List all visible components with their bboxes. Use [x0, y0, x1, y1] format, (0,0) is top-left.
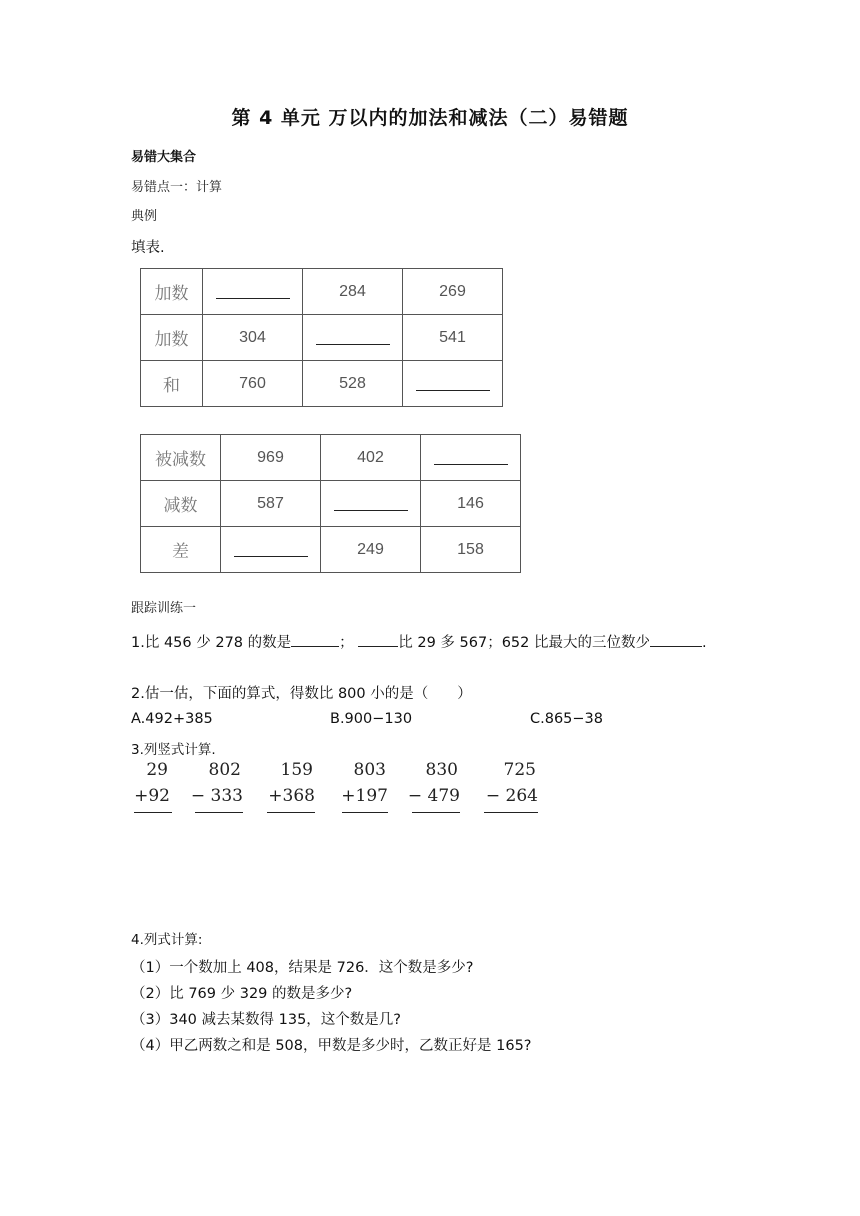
example-label: 典例	[131, 209, 158, 224]
q1-text-b: ；	[339, 635, 354, 651]
error-point-label: 易错点一：计算	[131, 180, 223, 195]
calc-line	[484, 812, 538, 813]
table-cell: 284	[303, 269, 403, 315]
vertical-calc	[183, 760, 243, 813]
table-cell: 402	[321, 435, 421, 481]
answer-blank[interactable]	[650, 632, 702, 647]
option-a[interactable]: A.492+385	[131, 711, 213, 727]
table-row	[141, 269, 503, 315]
row-header: 加数	[141, 269, 203, 315]
row-header: 加数	[141, 315, 203, 361]
table-row	[141, 315, 503, 361]
calc-line	[412, 812, 460, 813]
answer-blank[interactable]	[416, 376, 490, 391]
answer-blank-cell[interactable]	[203, 269, 303, 315]
question-2: 2.估一估，下面的算式，得数比 800 小的是（ ）	[131, 686, 472, 702]
option-b[interactable]: B.900−130	[330, 711, 413, 727]
row-header: 被减数	[141, 435, 221, 481]
q4-item-2: （2）比 769 少 329 的数是多少?	[131, 986, 353, 1002]
calc-top: 803	[353, 760, 386, 780]
table-cell: 541	[403, 315, 503, 361]
calc-top: 159	[280, 760, 313, 780]
addition-table	[140, 268, 503, 407]
q4-item-1: （1）一个数加上 408，结果是 726．这个数是多少?	[131, 960, 474, 976]
calc-bottom: − 479	[407, 786, 460, 806]
calc-line	[134, 812, 172, 813]
calc-top: 830	[425, 760, 458, 780]
q1-text-d: .	[701, 635, 707, 651]
answer-blank[interactable]	[291, 632, 339, 647]
answer-blank-cell[interactable]	[421, 435, 521, 481]
page-title: 第 4 单元 万以内的加法和减法（二）易错题	[231, 107, 629, 129]
table-cell: 146	[421, 481, 521, 527]
table-cell: 269	[403, 269, 503, 315]
calc-top: 29	[146, 760, 168, 780]
vertical-calc	[478, 760, 538, 813]
table-cell: 158	[421, 527, 521, 573]
calc-bottom: +197	[341, 786, 388, 806]
calc-bottom: − 264	[485, 786, 538, 806]
table-row	[141, 481, 521, 527]
q1-text-a: 1.比 456 少 278 的数是	[131, 635, 292, 651]
row-header: 和	[141, 361, 203, 407]
table-cell: 587	[221, 481, 321, 527]
table-row	[141, 527, 521, 573]
calc-bottom: − 333	[190, 786, 243, 806]
vertical-calc	[328, 760, 388, 813]
calc-line	[267, 812, 315, 813]
answer-blank-cell[interactable]	[303, 315, 403, 361]
answer-blank[interactable]	[234, 542, 308, 557]
calc-top: 725	[503, 760, 536, 780]
answer-blank-cell[interactable]	[321, 481, 421, 527]
fill-table-label: 填表.	[131, 240, 165, 256]
table-cell: 528	[303, 361, 403, 407]
answer-blank[interactable]	[216, 284, 290, 299]
answer-blank[interactable]	[334, 496, 408, 511]
row-header: 减数	[141, 481, 221, 527]
section-heading: 易错大集合	[131, 150, 197, 165]
question-1	[131, 631, 707, 652]
answer-blank[interactable]	[358, 632, 398, 647]
table-cell: 760	[203, 361, 303, 407]
row-header: 差	[141, 527, 221, 573]
question-3: 3.列竖式计算.	[131, 742, 216, 758]
vertical-calc	[255, 760, 315, 813]
answer-blank[interactable]	[316, 330, 390, 345]
answer-blank[interactable]	[434, 450, 508, 465]
q1-text-c: 比 29 多 567；652 比最大的三位数少	[398, 635, 650, 651]
calc-bottom: +92	[134, 786, 170, 806]
table-row	[141, 435, 521, 481]
vertical-calc	[400, 760, 460, 813]
subtraction-table	[140, 434, 521, 573]
q4-item-3: （3）340 减去某数得 135，这个数是几?	[131, 1012, 401, 1028]
table-cell: 304	[203, 315, 303, 361]
q4-item-4: （4）甲乙两数之和是 508，甲数是多少时，乙数正好是 165?	[131, 1038, 532, 1054]
calc-line	[195, 812, 243, 813]
answer-blank-cell[interactable]	[403, 361, 503, 407]
table-cell: 969	[221, 435, 321, 481]
calc-bottom: +368	[268, 786, 315, 806]
table-row	[141, 361, 503, 407]
answer-blank-cell[interactable]	[221, 527, 321, 573]
practice-label: 跟踪训练一	[131, 601, 197, 616]
question-4: 4.列式计算:	[131, 932, 203, 948]
calc-top: 802	[208, 760, 241, 780]
option-c[interactable]: C.865−38	[530, 711, 604, 727]
table-cell: 249	[321, 527, 421, 573]
vertical-calc	[112, 760, 172, 813]
calc-line	[342, 812, 388, 813]
